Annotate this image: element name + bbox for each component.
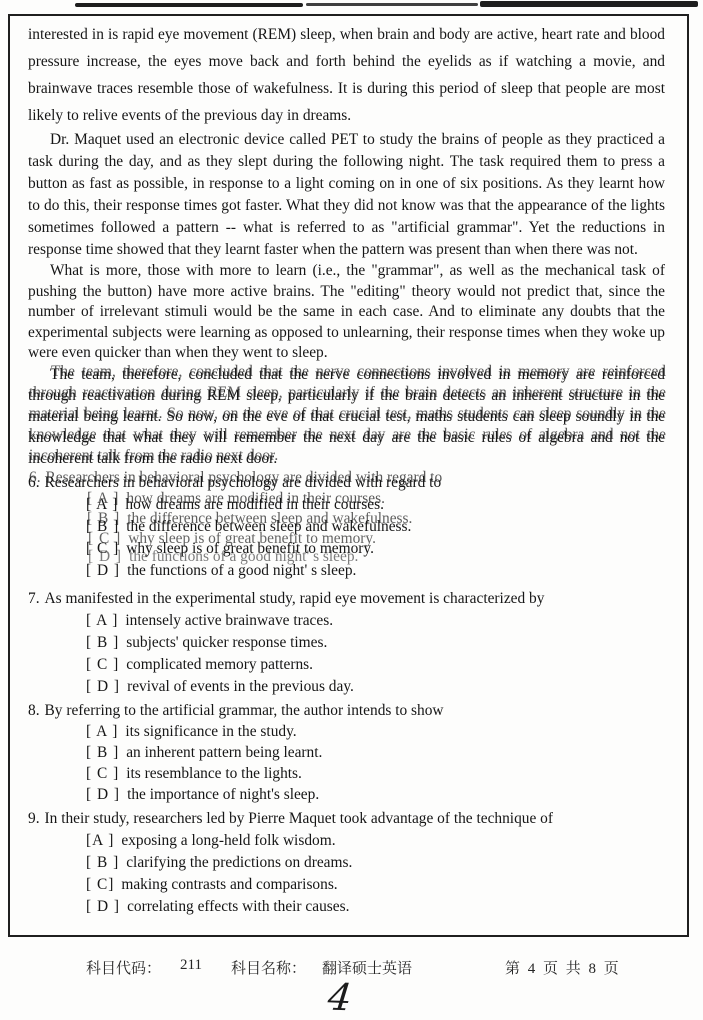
option-label: [ D ]	[86, 785, 121, 803]
question-8-option-d	[28, 784, 665, 805]
question-6-option-a	[28, 494, 665, 516]
question-8	[28, 700, 665, 805]
question-text: As manifested in the experimental study, rapid eye movement is characterized by	[44, 589, 545, 607]
option-text: an inherent pattern being learnt.	[126, 743, 323, 761]
question-9-option-b	[28, 852, 665, 874]
subject-code-value: 211	[180, 957, 202, 973]
option-label: [ B ]	[86, 853, 120, 871]
question-7	[28, 588, 665, 698]
page-indicator: 第 4 页 共 8 页	[505, 961, 621, 977]
option-text: how dreams are modified in their courses.	[125, 495, 384, 513]
question-7-stem	[28, 588, 665, 610]
passage-paragraph-2: Dr. Maquet used an electronic device called PET to study the brains of people as they practiced a task during the day, and as they slept during the following night. The task required them to press a button as fast as possible, in response to a light coming on in one of six positions. As they learnt how to do this, their response times got faster. What they did not know was that the appearance of the lights sometimes followed a pattern -- what is referred to as "artificial grammar". Yet the reductions in response time showed that they learnt faster when the pattern was present than when there was not.	[28, 131, 665, 258]
option-label: [ C ]	[86, 539, 120, 557]
option-label: [ D ]	[86, 897, 121, 915]
scan-artifact-segment	[306, 3, 478, 6]
option-text: clarifying the predictions on dreams.	[126, 853, 353, 871]
question-7-option-c	[28, 654, 665, 676]
subject-name-value: 翻译硕士英语	[322, 961, 413, 977]
option-label: [ C]	[86, 875, 115, 893]
document-border-box	[8, 14, 689, 937]
question-text: Researchers in behavioral psychology are divided with regard to	[44, 473, 442, 491]
question-number: 7.	[28, 589, 40, 607]
question-7-option-d	[28, 676, 665, 698]
passage-paragraph-4-ghosted: The team, therefore, concluded that the nerve connections involved in memory are reinforced through reactivation during REM sleep, particularly if the brain detects an inherent structure in the material being learnt. So now, on the eve of that crucial test, maths students can sleep soundly in the knowledge that what they will remember the next day are the basic rules of algebra and not the incoherent talk from the radio next door.	[28, 365, 665, 467]
question-7-option-b	[28, 632, 665, 654]
handwritten-page-number: 4	[325, 975, 354, 1020]
question-9-option-d	[28, 896, 665, 918]
option-label: [ D ]	[86, 677, 121, 695]
option-text: intensely active brainwave traces.	[125, 611, 334, 629]
question-number: 8.	[28, 701, 40, 719]
passage-paragraph-3: What is more, those with more to learn (i.e., the "grammar", as well as the mechanical task of pushing the button) have more active brains. The "editing" theory would not predict that, since the number of irrelevant stimuli would be the same in each case. And to eliminate any doubts that the experimental subjects were learning as opposed to unlearning, their response times when they woke up were even quicker than when they went to sleep.	[28, 262, 665, 361]
option-text: its resemblance to the lights.	[126, 764, 302, 782]
option-text: complicated memory patterns.	[126, 655, 313, 673]
option-text: the difference between sleep and wakefulness.	[126, 517, 412, 535]
subject-code-label: 科目代码：	[86, 961, 162, 977]
question-6-stem	[28, 472, 665, 494]
option-text: revival of events in the previous day.	[127, 677, 354, 695]
option-text: the importance of night's sleep.	[127, 785, 320, 803]
question-9	[28, 808, 665, 918]
question-9-option-c	[28, 874, 665, 896]
scan-artifact-segment	[75, 3, 303, 7]
option-text: its significance in the study.	[125, 722, 297, 740]
question-8-option-c	[28, 763, 665, 784]
option-label: [ A ]	[86, 611, 119, 629]
option-label: [ A ]	[86, 722, 119, 740]
option-label: [ C ]	[86, 655, 120, 673]
subject-name-label: 科目名称：	[231, 961, 307, 977]
question-number: 6.	[28, 473, 40, 491]
option-label: [A ]	[86, 831, 115, 849]
question-number: 9.	[28, 809, 40, 827]
option-text: correlating effects with their causes.	[127, 897, 350, 915]
question-6	[28, 472, 665, 582]
question-8-option-a	[28, 721, 665, 742]
option-label: [ C ]	[86, 764, 120, 782]
question-text: By referring to the artificial grammar, the author intends to show	[44, 701, 444, 719]
page-footer	[0, 957, 703, 977]
question-6-option-c	[28, 538, 665, 560]
question-text: In their study, researchers led by Pierre Maquet took advantage of the technique of	[44, 809, 553, 827]
question-8-option-b	[28, 742, 665, 763]
option-label: [ D ]	[86, 561, 121, 579]
option-label: [ A ]	[86, 495, 119, 513]
option-label: [ B ]	[86, 517, 120, 535]
question-9-option-a	[28, 830, 665, 852]
question-7-option-a	[28, 610, 665, 632]
option-label: [ B ]	[86, 743, 120, 761]
question-9-stem	[28, 808, 665, 830]
option-text: why sleep is of great benefit to memory.	[126, 539, 374, 557]
question-6-option-b	[28, 516, 665, 538]
option-text: making contrasts and comparisons.	[121, 875, 338, 893]
passage-paragraph-1: interested in is rapid eye movement (REM) sleep, when brain and body are active, heart rate and blood pressure increase, the eyes move back and forth behind the eyelids as if watching a movie, and brainwave traces resemble those of wakefulness. It is during this period of sleep that people are most likely to relive events of the previous day in dreams.	[28, 26, 665, 124]
question-8-stem	[28, 700, 665, 721]
option-text: exposing a long-held folk wisdom.	[121, 831, 336, 849]
option-text: subjects' quicker response times.	[126, 633, 328, 651]
option-text: the functions of a good night' s sleep.	[127, 561, 357, 579]
option-label: [ B ]	[86, 633, 120, 651]
question-6-option-d	[28, 560, 665, 582]
scan-artifact-segment	[480, 1, 698, 7]
